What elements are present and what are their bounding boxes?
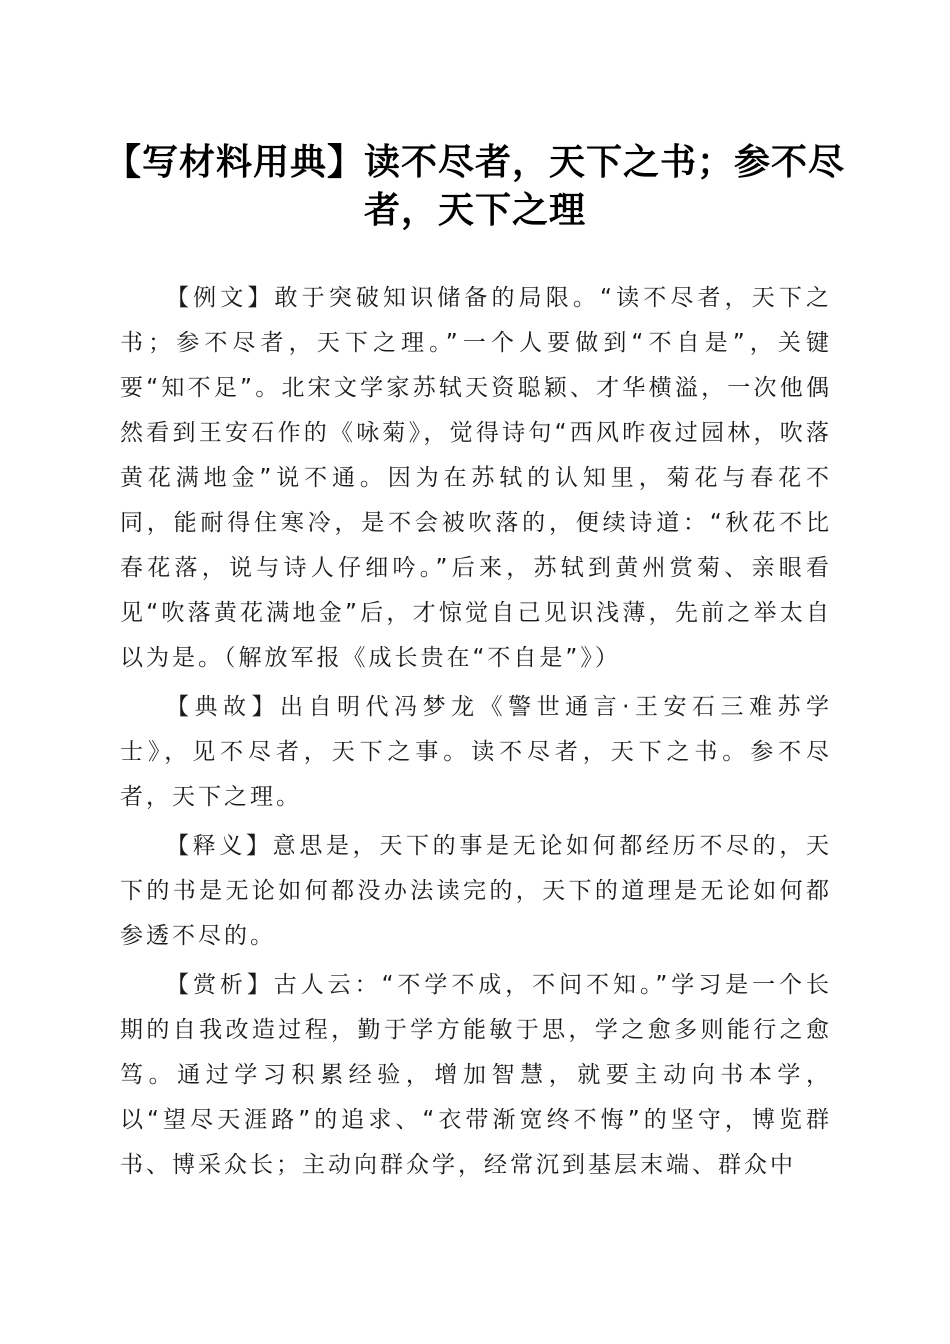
paragraph-allusion: 【典故】出自明代冯梦龙《警世通言·王安石三难苏学士》，见不尽者，天下之事。读不尽者，天下之书。参不尽者，天下之理。 xyxy=(120,694,832,810)
paragraph-appreciation: 【赏析】古人云：“不学不成，不问不知。”学习是一个长期的自我改造过程，勤于学方能敏于思，学之愈多则能行之愈笃。通过学习积累经验，增加智慧，就要主动向书本学，以“望尽天涯路”的追求、“衣带渐宽终不悔”的坚守，博览群书、博采众长；主动向群众学，经常沉到基层末端、群众中 xyxy=(120,972,832,1178)
paragraph-example: 【例文】敢于突破知识储备的局限。“读不尽者，天下之书；参不尽者，天下之理。”一个人要做到“不自是”，关键要“知不足”。北宋文学家苏轼天资聪颖、才华横溢，一次他偶然看到王安石作的《咏菊》，觉得诗句“西风昨夜过园林，吹落黄花满地金”说不通。因为在苏轼的认知里，菊花与春花不同，能耐得住寒冷，是不会被吹落的，便续诗道：“秋花不比春花落，说与诗人仔细吟。”后来，苏轼到黄州赏菊、亲眼看见“吹落黄花满地金”后，才惊觉自己见识浅薄，先前之举太自以为是。（解放军报《成长贵在“不自是”》） xyxy=(120,285,832,671)
paragraph-meaning: 【释义】意思是，天下的事是无论如何都经历不尽的，天下的书是无论如何都没办法读完的，天下的道理是无论如何都参透不尽的。 xyxy=(120,833,832,949)
document-title: 【写材料用典】读不尽者，天下之书；参不尽者，天下之理 xyxy=(104,141,845,231)
document-body xyxy=(120,276,832,1192)
